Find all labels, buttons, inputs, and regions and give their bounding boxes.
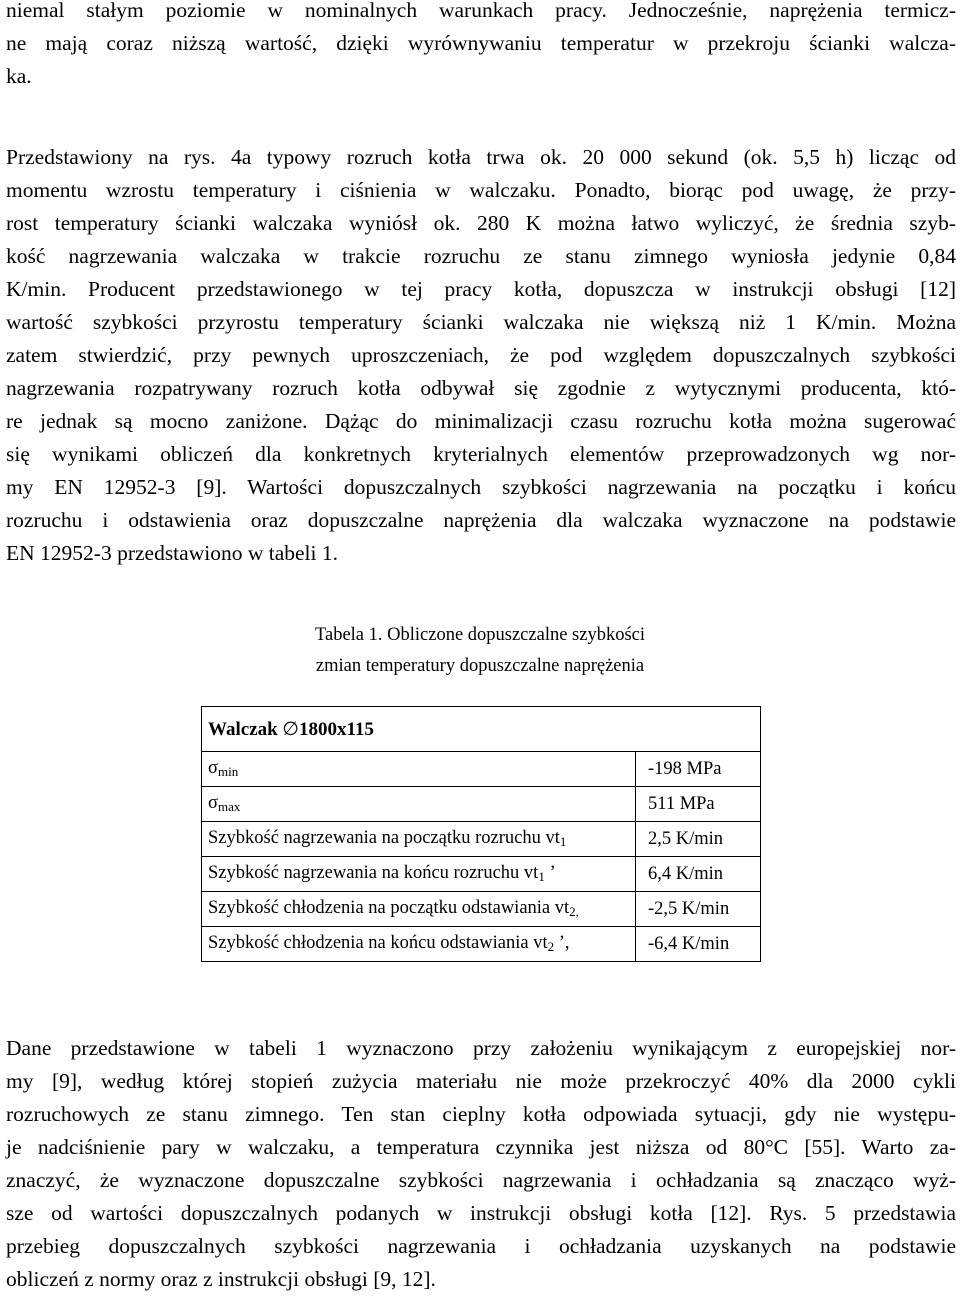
text-line: znaczyć, że wyznaczone dopuszczalne szybkości nagrzewania i ochładzania są znacząco wyż-: [6, 1168, 956, 1192]
text-line: Przedstawiony na rys. 4a typowy rozruch kotła trwa ok. 20 000 sekund (ok. 5,5 h) licząc od: [6, 145, 956, 169]
row-value: 511 MPa: [636, 787, 761, 822]
row-label: [202, 787, 636, 822]
row-value: 6,4 K/min: [636, 857, 761, 892]
text-line: obliczeń z normy oraz z instrukcji obsługi [9, 12].: [6, 1267, 436, 1291]
text-line: wartość szybkości przyrostu temperatury ścianki walczaka nie większą niż 1 K/min. Można: [6, 310, 956, 334]
text-line: K/min. Producent przedstawionego w tej pracy kotła, dopuszcza w instrukcji obsługi [12]: [6, 277, 956, 301]
label-text: σ: [208, 793, 218, 813]
table-row: [202, 787, 761, 822]
label-text: σ: [208, 758, 218, 778]
row-label: [202, 927, 636, 962]
row-label: [202, 892, 636, 927]
text-line: Dane przedstawione w tabeli 1 wyznaczono przy założeniu wynikającym z europejskiej nor-: [6, 1036, 956, 1060]
text-line: kość nagrzewania walczaka w trakcie rozruchu ze stanu zimnego wyniosła jedynie 0,84: [6, 244, 956, 268]
parameters-table: [201, 706, 761, 962]
text-line: ka.: [6, 64, 32, 88]
table-row: [202, 927, 761, 962]
text-line: przebieg dopuszczalnych szybkości nagrzewania i ochładzania uzyskanych na podstawie: [6, 1234, 956, 1258]
label-subscript: 2: [547, 939, 555, 954]
label-subscript: 1: [538, 869, 545, 884]
table-row: [202, 857, 761, 892]
text-line: EN 12952-3 przedstawiono w tabeli 1.: [6, 541, 338, 565]
text-line: ne mają coraz niższą wartość, dzięki wyrównywaniu temperatur w przekroju ścianki walcza-: [6, 31, 956, 55]
label-text: Szybkość nagrzewania na początku rozruchu vt: [208, 828, 560, 848]
table-caption: [0, 620, 960, 682]
label-subscript: min: [217, 764, 239, 779]
text-line: nagrzewania rozpatrywany rozruch kotła odbywał się zgodnie z wytycznymi producenta, któ-: [6, 376, 956, 400]
label-text: Szybkość nagrzewania na końcu rozruchu vt: [208, 863, 539, 883]
text-line: my [9], według której stopień zużycia materiału nie może przekroczyć 40% dla 2000 cykli: [6, 1069, 956, 1093]
text-line: niemal stałym poziomie w nominalnych warunkach pracy. Jednocześnie, naprężenia termicz-: [6, 0, 956, 22]
caption-line-2: zmian temperatury dopuszczalne naprężenia: [315, 656, 645, 676]
table-row: [202, 892, 761, 927]
text-line: rozruchu i odstawienia oraz dopuszczalne naprężenia dla walczaka wyznaczone na podstawie: [6, 508, 956, 532]
label-text: Szybkość chłodzenia na początku odstawiania vt: [208, 898, 570, 918]
table-row: [202, 822, 761, 857]
row-label: [202, 752, 636, 787]
text-line: rozruchowych ze stanu zimnego. Ten stan cieplny kotła odpowiada sytuacji, gdy nie występu-: [6, 1102, 956, 1126]
diameter-icon: ∅: [282, 718, 299, 740]
table-header-row: [202, 707, 761, 752]
paragraph-1: [6, 0, 956, 93]
table-header-empty-cell: [636, 707, 761, 752]
label-subscript: max: [217, 799, 241, 814]
table-header-cell: [202, 707, 636, 752]
text-line: re jednak są mocno zaniżone. Dążąc do minimalizacji czasu rozruchu kotła można sugerować: [6, 409, 956, 433]
text-line: je nadciśnienie pary w walczaku, a temperatura czynnika jest niższa od 80°C [55]. Warto za-: [6, 1135, 956, 1159]
text-line: sze od wartości dopuszczalnych podanych w instrukcji obsługi kotła [12]. Rys. 5 przedstawia: [6, 1201, 956, 1225]
row-value: -198 MPa: [636, 752, 761, 787]
text-line: momentu wzrostu temperatury i ciśnienia w walczaku. Ponadto, biorąc pod uwagę, że przy-: [6, 178, 956, 202]
table-row: [202, 752, 761, 787]
label-suffix: ’,: [554, 933, 570, 953]
paragraph-2: [6, 141, 956, 570]
header-prefix: Walczak: [208, 718, 283, 740]
paragraph-3: [6, 1032, 956, 1296]
label-suffix: ’: [544, 863, 556, 883]
label-subscript: 1: [559, 834, 567, 849]
row-label: [202, 822, 636, 857]
row-value: -6,4 K/min: [636, 927, 761, 962]
row-value: 2,5 K/min: [636, 822, 761, 857]
label-subscript: 2,: [569, 904, 579, 919]
header-value: 1800x115: [298, 718, 374, 740]
text-line: my EN 12952-3 [9]. Wartości dopuszczalnych szybkości nagrzewania na początku i końcu: [6, 475, 956, 499]
text-line: rost temperatury ścianki walczaka wyniósł ok. 280 K można łatwo wyliczyć, że średnia szyb-: [6, 211, 956, 235]
text-line: się wynikami obliczeń dla konkretnych kryterialnych elementów przeprowadzonych wg nor-: [6, 442, 956, 466]
row-value: -2,5 K/min: [636, 892, 761, 927]
caption-line-1: Tabela 1. Obliczone dopuszczalne szybkości: [314, 625, 646, 645]
label-text: Szybkość chłodzenia na końcu odstawiania vt: [208, 933, 548, 953]
row-label: [202, 857, 636, 892]
text-line: zatem stwierdzić, przy pewnych uproszczeniach, że pod względem dopuszczalnych szybkości: [6, 343, 956, 367]
